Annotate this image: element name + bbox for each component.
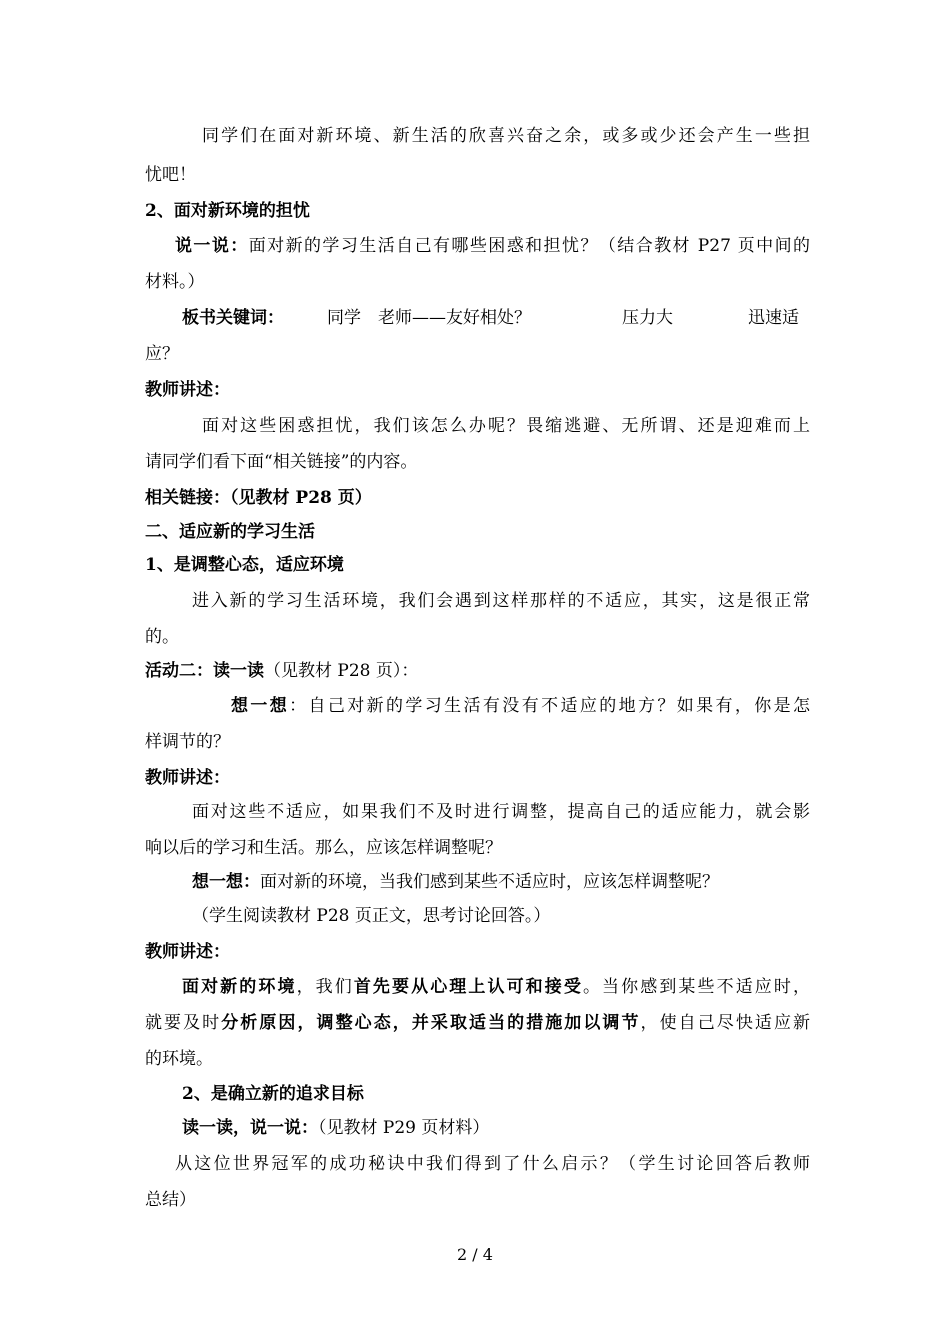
teacher-label: 教师讲述：: [145, 768, 230, 788]
section-heading: 1、是调整心态，适应环境: [145, 555, 344, 575]
paragraph-line: 面对这些困惑担忧，我们该怎么办呢？畏缩逃避、无所谓、还是迎难而上: [202, 416, 810, 436]
board-label: 板书关键词：: [182, 308, 284, 328]
paragraph-line: 面对这些不适应，如果我们不及时进行调整，提高自己的适应能力，就会影: [192, 802, 810, 822]
think-label: 想一想: [231, 696, 290, 716]
read-say-text: （见教材 P29 页材料）: [318, 1118, 490, 1138]
related-link: 相关链接：（见教材 P28 页）: [145, 488, 372, 508]
paragraph-line: 材料。）: [145, 272, 205, 292]
think-label: 想一想：: [192, 872, 260, 892]
paragraph-line: [145, 694, 810, 718]
bold-text: 首先要从心理上认可和接受: [353, 977, 583, 997]
section-heading: 2、是确立新的追求目标: [182, 1084, 364, 1104]
section-heading: 2、面对新环境的担忧: [145, 201, 310, 221]
paragraph-line: 的。: [145, 627, 179, 647]
paragraph-line: 进入新的学习生活环境，我们会遇到这样那样的不适应，其实，这是很正常: [192, 591, 810, 611]
text: 就要及时: [145, 1013, 222, 1033]
paragraph-line: 从这位世界冠军的成功秘诀中我们得到了什么启示？（学生讨论回答后教师: [175, 1154, 810, 1174]
say-label: 说一说：: [175, 236, 249, 256]
paragraph-line: [145, 870, 857, 894]
paragraph-line: 样调节的？: [145, 732, 230, 752]
paragraph-line: [145, 1116, 847, 1140]
activity-line: [145, 659, 810, 683]
activity-text: （见教材 P28 页）：: [264, 661, 419, 681]
text: ，使自己尽快适应新: [640, 1013, 811, 1033]
board-keyword: 压力大: [622, 308, 673, 328]
activity-label: 活动二：读一读: [145, 661, 264, 681]
teacher-label: 教师讲述：: [145, 380, 230, 400]
board-keyword: 同学 老师——友好相处？: [327, 308, 531, 328]
paragraph-line: 同学们在面对新环境、新生活的欣喜兴奋之余，或多或少还会产生一些担: [202, 126, 810, 146]
paragraph-line: 的环境。: [145, 1049, 213, 1069]
paragraph-line: 总结）: [145, 1190, 196, 1210]
paragraph-line: 应？: [145, 344, 179, 364]
section-heading: 二、适应新的学习生活: [145, 522, 315, 542]
bold-text: 面对新的环境: [182, 977, 297, 997]
paragraph-line: [145, 975, 810, 999]
text: ，我们: [296, 977, 354, 997]
think-text: 面对新的环境，当我们感到某些不适应时，应该怎样调整呢？: [260, 872, 719, 892]
paragraph-line: （学生阅读教材 P28 页正文，思考讨论回答。）: [192, 906, 551, 926]
bold-text: 分析原因，调整心态，并采取适当的措施加以调节: [221, 1013, 641, 1033]
paragraph-line: [145, 1011, 810, 1035]
teacher-label: 教师讲述：: [145, 942, 230, 962]
say-text: 面对新的学习生活自己有哪些困惑和担忧？（结合教材 P27 页中间的: [248, 236, 810, 256]
think-text: ：自己对新的学习生活有没有不适应的地方？如果有，你是怎: [289, 696, 811, 716]
board-keyword: 迅速适: [748, 308, 799, 328]
paragraph-line: 忧吧！: [145, 165, 196, 185]
paragraph-line: 请同学们看下面“相关链接”的内容。: [145, 452, 418, 472]
page-number: 2 / 4: [457, 1245, 493, 1264]
paragraph-line: 响以后的学习和生活。那么，应该怎样调整呢？: [145, 838, 502, 858]
text: 。当你感到某些不适应时，: [582, 977, 810, 997]
paragraph-line: [145, 234, 810, 258]
read-say-label: 读一读，说一说：: [182, 1118, 318, 1138]
